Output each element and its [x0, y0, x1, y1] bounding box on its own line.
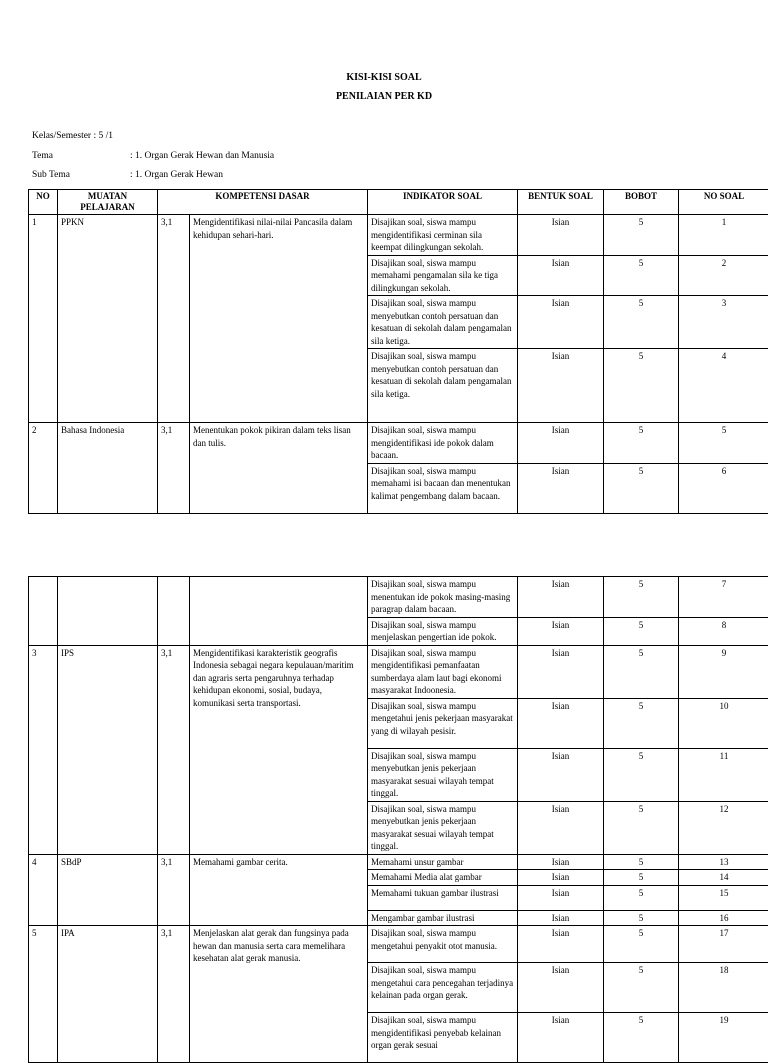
kd-number-cell [158, 577, 190, 646]
bobot-cell: 5 [604, 349, 679, 423]
document-title: KISI-KISI SOAL [0, 72, 768, 83]
indicator-cell: Memahami Media alat gambar [368, 870, 518, 886]
meta-kelas-semester [32, 131, 113, 141]
kisi-kisi-table-page-1 [28, 189, 768, 514]
bentuk-cell: Isian [518, 854, 604, 870]
bobot-cell: 5 [604, 748, 679, 801]
indicator-cell: Memahami tukuan gambar ilustrasi [368, 885, 518, 910]
no-soal-cell: 19 [679, 1013, 768, 1063]
table-row [29, 926, 768, 963]
kisi-kisi-table-page-2 [28, 576, 768, 1063]
bentuk-cell: Isian [518, 463, 604, 513]
meta-tema [32, 151, 274, 161]
indicator-cell: Disajikan soal, siswa mampu menyebutkan contoh persatuan dan kesatuan di sekolah dalam pengamalan sila ketiga. [368, 349, 518, 423]
bentuk-cell: Isian [518, 870, 604, 886]
no-soal-cell: 9 [679, 645, 768, 698]
bobot-cell: 5 [604, 910, 679, 926]
kd-number-cell: 3,1 [158, 215, 190, 423]
row-number: 3 [29, 645, 58, 854]
bentuk-cell: Isian [518, 296, 604, 349]
header-bobot: BOBOT [604, 190, 679, 215]
bobot-cell: 5 [604, 885, 679, 910]
bentuk-cell: Isian [518, 926, 604, 963]
bentuk-cell: Isian [518, 215, 604, 256]
indicator-cell: Disajikan soal, siswa mampu menyebutkan jenis pekerjaan masyarakat sesuai wilayah tempat tinggal. [368, 801, 518, 854]
bobot-cell: 5 [604, 870, 679, 886]
meta-label: Tema [32, 151, 130, 161]
row-number [29, 577, 58, 646]
row-number: 2 [29, 423, 58, 514]
bentuk-cell: Isian [518, 577, 604, 618]
indicator-cell: Disajikan soal, siswa mampu mengidentifikasi pemanfaatan sumberdaya alam laut bagi ekonomi masyarakat Indoonesia. [368, 645, 518, 698]
no-soal-cell: 8 [679, 617, 768, 645]
no-soal-cell: 7 [679, 577, 768, 618]
no-soal-cell: 6 [679, 463, 768, 513]
indicator-cell: Disajikan soal, siswa mampu mengetahui penyakit otot manusia. [368, 926, 518, 963]
bobot-cell: 5 [604, 463, 679, 513]
no-soal-cell: 15 [679, 885, 768, 910]
no-soal-cell: 11 [679, 748, 768, 801]
bentuk-cell: Isian [518, 801, 604, 854]
bobot-cell: 5 [604, 963, 679, 1013]
indicator-cell: Disajikan soal, siswa mampu menjelaskan pengertian ide pokok. [368, 617, 518, 645]
bentuk-cell: Isian [518, 423, 604, 464]
indicator-cell: Disajikan soal, siswa mampu mengetahui jenis pekerjaan masyarakat yang di wilayah pesisir. [368, 698, 518, 748]
kd-cell: Mengidentifikasi nilai-nilai Pancasila dalam kehidupan sehari-hari. [190, 215, 368, 423]
meta-label: Kelas/Semester : 5 /1 [32, 131, 113, 141]
header-no: NO [29, 190, 58, 215]
indicator-cell: Disajikan soal, siswa mampu menyebutkan jenis pekerjaan masyarakat sesuai wilayah tempat tinggal. [368, 748, 518, 801]
indicator-cell: Memahami unsur gambar [368, 854, 518, 870]
no-soal-cell: 5 [679, 423, 768, 464]
header-muatan-pelajaran: MUATAN PELAJARAN [58, 190, 158, 215]
kd-cell [190, 577, 368, 646]
bentuk-cell: Isian [518, 910, 604, 926]
subject-cell: IPS [58, 645, 158, 854]
header-kompetensi-dasar: KOMPETENSI DASAR [158, 190, 368, 215]
meta-label: Sub Tema [32, 170, 130, 180]
header-indikator-soal: INDIKATOR SOAL [368, 190, 518, 215]
meta-value: : 1. Organ Gerak Hewan dan Manusia [130, 151, 274, 161]
indicator-cell: Disajikan soal, siswa mampu memahami isi bacaan dan menentukan kalimat pengembang dalam bacaan. [368, 463, 518, 513]
row-number: 5 [29, 926, 58, 1063]
no-soal-cell: 3 [679, 296, 768, 349]
kd-number-cell: 3,1 [158, 645, 190, 854]
kd-cell: Menentukan pokok pikiran dalam teks lisan dan tulis. [190, 423, 368, 514]
bobot-cell: 5 [604, 215, 679, 256]
table-row [29, 577, 768, 618]
no-soal-cell: 12 [679, 801, 768, 854]
no-soal-cell: 16 [679, 910, 768, 926]
subject-cell: Bahasa Indonesia [58, 423, 158, 514]
bentuk-cell: Isian [518, 963, 604, 1013]
bentuk-cell: Isian [518, 645, 604, 698]
bentuk-cell: Isian [518, 885, 604, 910]
bobot-cell: 5 [604, 423, 679, 464]
no-soal-cell: 13 [679, 854, 768, 870]
kd-cell: Menjelaskan alat gerak dan fungsinya pada hewan dan manusia serta cara memelihara kesehatan alat gerak manusia. [190, 926, 368, 1063]
kd-cell: Mengidentifikasi karakteristik geografis Indonesia sebagai negara kepulauan/maritim dan agraris serta pengaruhnya terhadap kehidupan ekonomi, sosial, budaya, komunikasi serta transportasi. [190, 645, 368, 854]
bentuk-cell: Isian [518, 617, 604, 645]
indicator-cell: Disajikan soal, siswa mampu mengidentifikasi penyebab kelainan organ gerak sesuai [368, 1013, 518, 1063]
bobot-cell: 5 [604, 577, 679, 618]
bobot-cell: 5 [604, 645, 679, 698]
bentuk-cell: Isian [518, 698, 604, 748]
bobot-cell: 5 [604, 1013, 679, 1063]
bobot-cell: 5 [604, 698, 679, 748]
indicator-cell: Disajikan soal, siswa mampu mengidentifikasi cerminan sila keempat dilingkungan sekolah. [368, 215, 518, 256]
indicator-cell: Disajikan soal, siswa mampu mengidentifikasi ide pokok dalam bacaan. [368, 423, 518, 464]
document-subtitle: PENILAIAN PER KD [0, 91, 768, 102]
no-soal-cell: 18 [679, 963, 768, 1013]
subject-cell: IPA [58, 926, 158, 1063]
bobot-cell: 5 [604, 926, 679, 963]
indicator-cell: Disajikan soal, siswa mampu memahami pengamalan sila ke tiga dilingkungan sekolah. [368, 255, 518, 296]
header-bentuk-soal: BENTUK SOAL [518, 190, 604, 215]
kd-number-cell: 3,1 [158, 854, 190, 926]
no-soal-cell: 17 [679, 926, 768, 963]
no-soal-cell: 10 [679, 698, 768, 748]
no-soal-cell: 1 [679, 215, 768, 256]
table-row [29, 423, 768, 464]
bentuk-cell: Isian [518, 1013, 604, 1063]
header-no-soal: NO SOAL [679, 190, 768, 215]
no-soal-cell: 4 [679, 349, 768, 423]
indicator-cell: Disajikan soal, siswa mampu menyebutkan contoh persatuan dan kesatuan di sekolah dalam pengamalan sila ketiga. [368, 296, 518, 349]
table-row [29, 854, 768, 870]
bentuk-cell: Isian [518, 255, 604, 296]
bobot-cell: 5 [604, 617, 679, 645]
kd-number-cell: 3,1 [158, 423, 190, 514]
bobot-cell: 5 [604, 801, 679, 854]
row-number: 1 [29, 215, 58, 423]
bobot-cell: 5 [604, 255, 679, 296]
bobot-cell: 5 [604, 296, 679, 349]
subject-cell: SBdP [58, 854, 158, 926]
indicator-cell: Disajikan soal, siswa mampu menentukan ide pokok masing-masing paragrap dalam bacaan. [368, 577, 518, 618]
kd-number-cell: 3,1 [158, 926, 190, 1063]
table-row [29, 215, 768, 256]
subject-cell [58, 577, 158, 646]
bentuk-cell: Isian [518, 349, 604, 423]
no-soal-cell: 14 [679, 870, 768, 886]
bobot-cell: 5 [604, 854, 679, 870]
no-soal-cell: 2 [679, 255, 768, 296]
kd-cell: Memahami gambar cerita. [190, 854, 368, 926]
table-row [29, 645, 768, 698]
meta-value: : 1. Organ Gerak Hewan [130, 170, 223, 180]
row-number: 4 [29, 854, 58, 926]
indicator-cell: Disajikan soal, siswa mampu mengetahui cara pencegahan terjadinya kelainan pada organ gerak. [368, 963, 518, 1013]
meta-sub-tema [32, 170, 223, 180]
subject-cell: PPKN [58, 215, 158, 423]
bentuk-cell: Isian [518, 748, 604, 801]
indicator-cell: Mengambar gambar ilustrasi [368, 910, 518, 926]
